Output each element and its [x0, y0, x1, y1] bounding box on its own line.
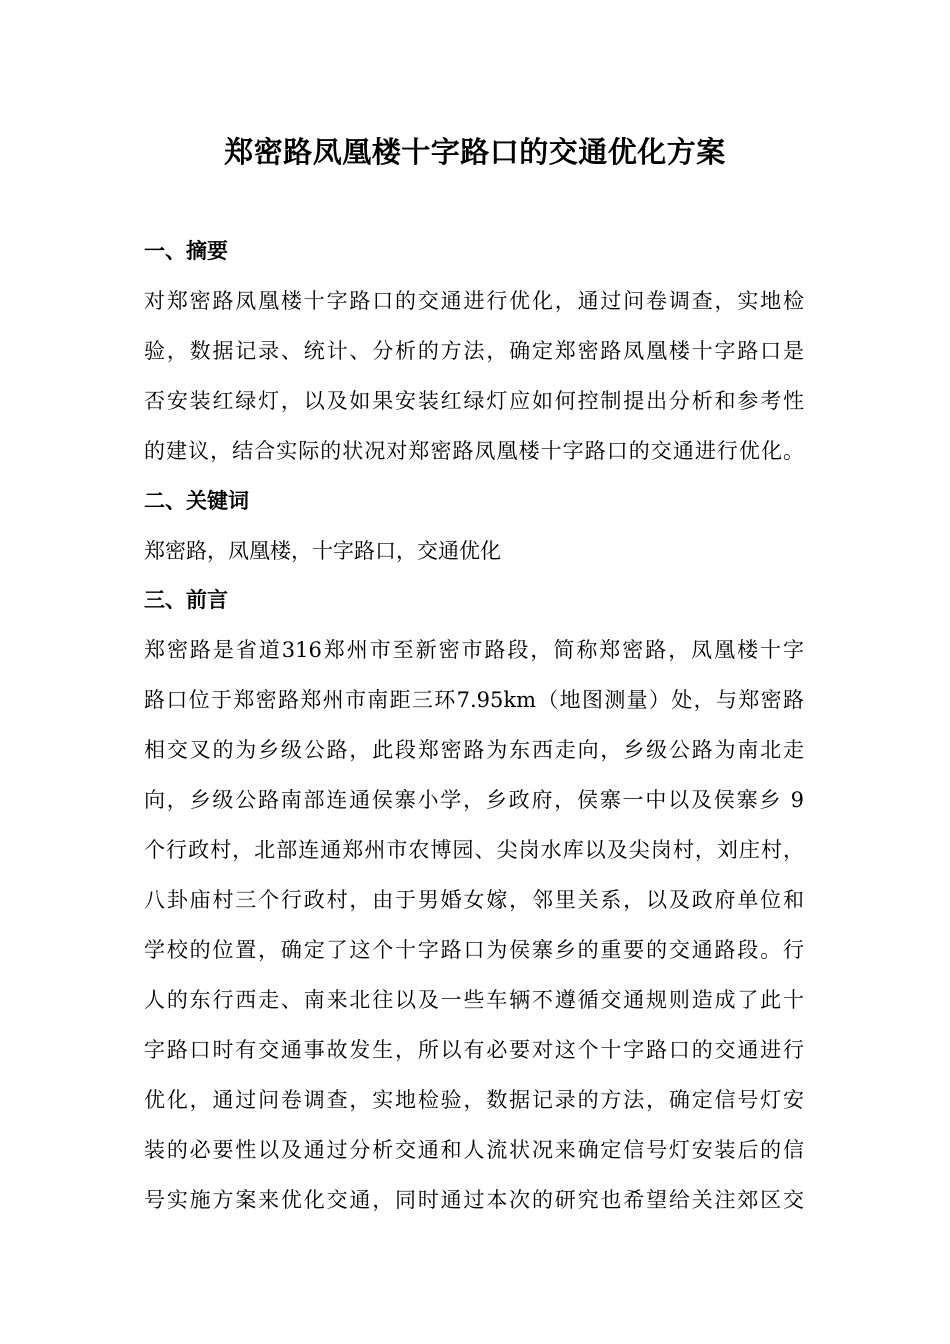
abstract-line: 验，数据记录、统计、分析的方法，确定郑密路凤凰楼十字路口是 — [144, 339, 804, 363]
preface-line: 号实施方案来优化交通，同时通过本次的研究也希望给关注郊区交 — [144, 1188, 804, 1212]
keywords-line: 郑密路，凤凰楼，十字路口，交通优化 — [144, 539, 501, 563]
abstract-line: 的建议，结合实际的状况对郑密路凤凰楼十字路口的交通进行优化。 — [144, 439, 804, 463]
preface-line: 人的东行西走、南来北往以及一些车辆不遵循交通规则造成了此十 — [144, 988, 804, 1012]
preface-line: 字路口时有交通事故发生，所以有必要对这个十字路口的交通进行 — [144, 1038, 804, 1062]
preface-line: 路口位于郑密路郑州市南距三环7.95km（地图测量）处，与郑密路 — [144, 688, 804, 712]
preface-line: 个行政村，北部连通郑州市农博园、尖岗水库以及尖岗村，刘庄村， — [144, 838, 804, 862]
preface-line: 相交叉的为乡级公路，此段郑密路为东西走向，乡级公路为南北走 — [144, 738, 804, 762]
preface-line: 向，乡级公路南部连通侯寨小学，乡政府，侯寨一中以及侯寨乡 9 — [144, 788, 804, 812]
preface-line: 优化，通过问卷调查，实地检验，数据记录的方法，确定信号灯安 — [144, 1088, 804, 1112]
section-heading-abstract: 一、摘要 — [144, 239, 228, 263]
preface-line: 学校的位置，确定了这个十字路口为侯寨乡的重要的交通路段。行 — [144, 938, 804, 962]
preface-line: 八卦庙村三个行政村，由于男婚女嫁，邻里关系，以及政府单位和 — [144, 888, 804, 912]
section-heading-preface: 三、前言 — [144, 588, 228, 612]
section-heading-keywords: 二、关键词 — [144, 489, 249, 513]
abstract-line: 对郑密路凤凰楼十字路口的交通进行优化，通过问卷调查，实地检 — [144, 289, 804, 313]
abstract-line: 否安装红绿灯，以及如果安装红绿灯应如何控制提出分析和参考性 — [144, 389, 804, 413]
preface-line: 装的必要性以及通过分析交通和人流状况来确定信号灯安装后的信 — [144, 1138, 804, 1162]
document-title: 郑密路凤凰楼十字路口的交通优化方案 — [224, 135, 726, 169]
preface-line: 郑密路是省道316郑州市至新密市路段，简称郑密路，凤凰楼十字 — [144, 638, 804, 662]
